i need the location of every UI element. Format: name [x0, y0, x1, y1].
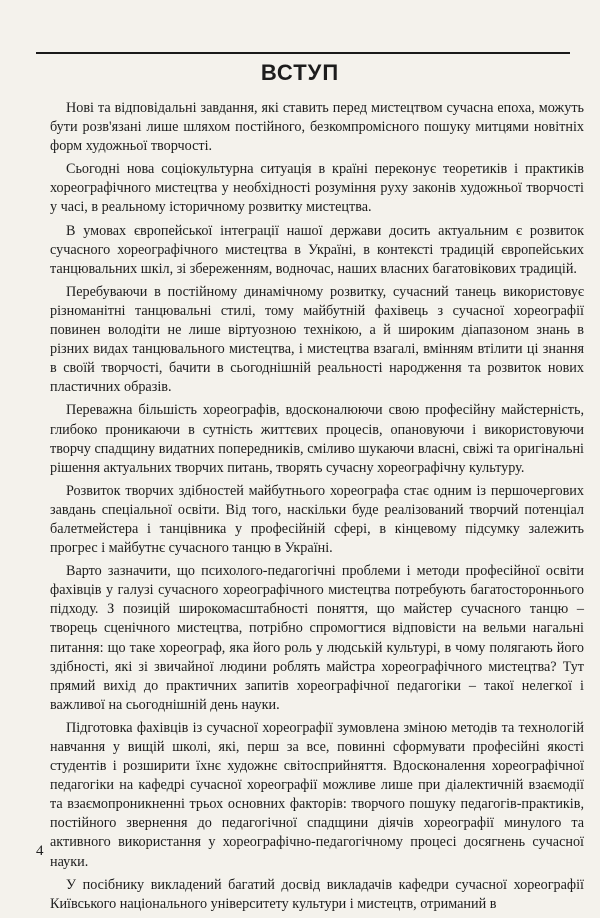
- paragraph: Нові та відповідальні завдання, які ставить перед мистецтвом сучасна епоха, можуть бути розв'язані лише шляхом постійного, безкомпромісного пошуку митцями новітніх форм художньої творчості.: [50, 100, 584, 155]
- top-rule: [36, 52, 570, 54]
- page-number: 4: [36, 843, 44, 859]
- paragraph: Сьогодні нова соціокультурна ситуація в країні переконує теоретиків і практиків хореографічного мистецтва у необхідності розуміння руху законів художньої творчості у часі, в реальному історичному розвитку мистецтва.: [50, 161, 584, 216]
- body-text: [50, 99, 584, 918]
- paragraph: Підготовка фахівців із сучасної хореографії зумовлена зміною методів та технологій навчання у вищій школі, які, перш за все, повинні сформувати професійні якості студентів і розширити їхнє художнє світосприйняття. Вдосконалення хореографічної педагогіки на кафедрі сучасної хореографії можливе лише при діалектичній взаємодії та взаємопроникненні трьох основних факторів: творчого пошуку педагогів-практиків, постійного звернення до педагогічної спадщини діячів хореографії минулого та активного використання у хореографічно-педагогічному процесі досягнень сучасної науки.: [50, 719, 584, 870]
- paragraph: У посібнику викладений багатий досвід викладачів кафедри сучасної хореографії Київського національного університету культури і мистецтв, отриманий в: [50, 876, 584, 912]
- paragraph: Перебуваючи в постійному динамічному розвитку, сучасний танець використовує різноманітні танцювальні стилі, тому майбутній фахівець з сучасної хореографії повинен володіти не лише віртуозною технікою, а й широким діапазоном знань в різних видах танцювального мистецтва, і мистецтва взагалі, вмінням втілити ці знання в своїй творчості, бачити в сьогоднішній реальності народження та розвиток нових пластичних образів.: [50, 283, 584, 396]
- page-title: ВСТУП: [260, 60, 340, 85]
- paragraph: В умовах європейської інтеграції нашої держави досить актуальним є розвиток сучасного хореографічного мистецтва в Україні, в контексті традицій європейських танцювальних шкіл, зі збереженням, водночас, наших власних багатовікових традицій.: [50, 222, 584, 277]
- paragraph: Варто зазначити, що психолого-педагогічні проблеми і методи професійної освіти фахівців у галузі сучасного хореографічного мистецтва потребують багатостороннього підходу. З позицій широкомасштабності поняття, що майстер сучасного танцю – творець сценічного мистецтва, потрібно спромогтися відповісти на вельми нагальні питання: що таке хореограф, яка його роль у людській культурі, в чому полягають його здібності, які зі звичайної людини роблять майстра хореографічного мистецтва? Тут прямий вихід до практичних запитів хореографічної педагогіки – такої нелегкої і важливої на сьогоднішній день науки.: [50, 563, 584, 713]
- paragraph: Розвиток творчих здібностей майбутнього хореографа стає одним із першочергових завдань спеціальної освіти. Від того, наскільки буде реалізований творчий потенціал балетмейстера і танцівника у професійній сфері, в кінцевому підсумку залежить прогрес і майбутнє сучасного танцю в Україні.: [50, 482, 584, 557]
- paragraph: Переважна більшість хореографів, вдосконалюючи свою професійну майстерність, глибоко проникаючи в сутність життєвих процесів, опановуючи і використовуючи творчу спадщину видатних попередників, сміливо шукаючи власні, свіжі та оригінальні рішення актуальних творчих питань, творять сучасну хореографічну культуру.: [50, 402, 584, 476]
